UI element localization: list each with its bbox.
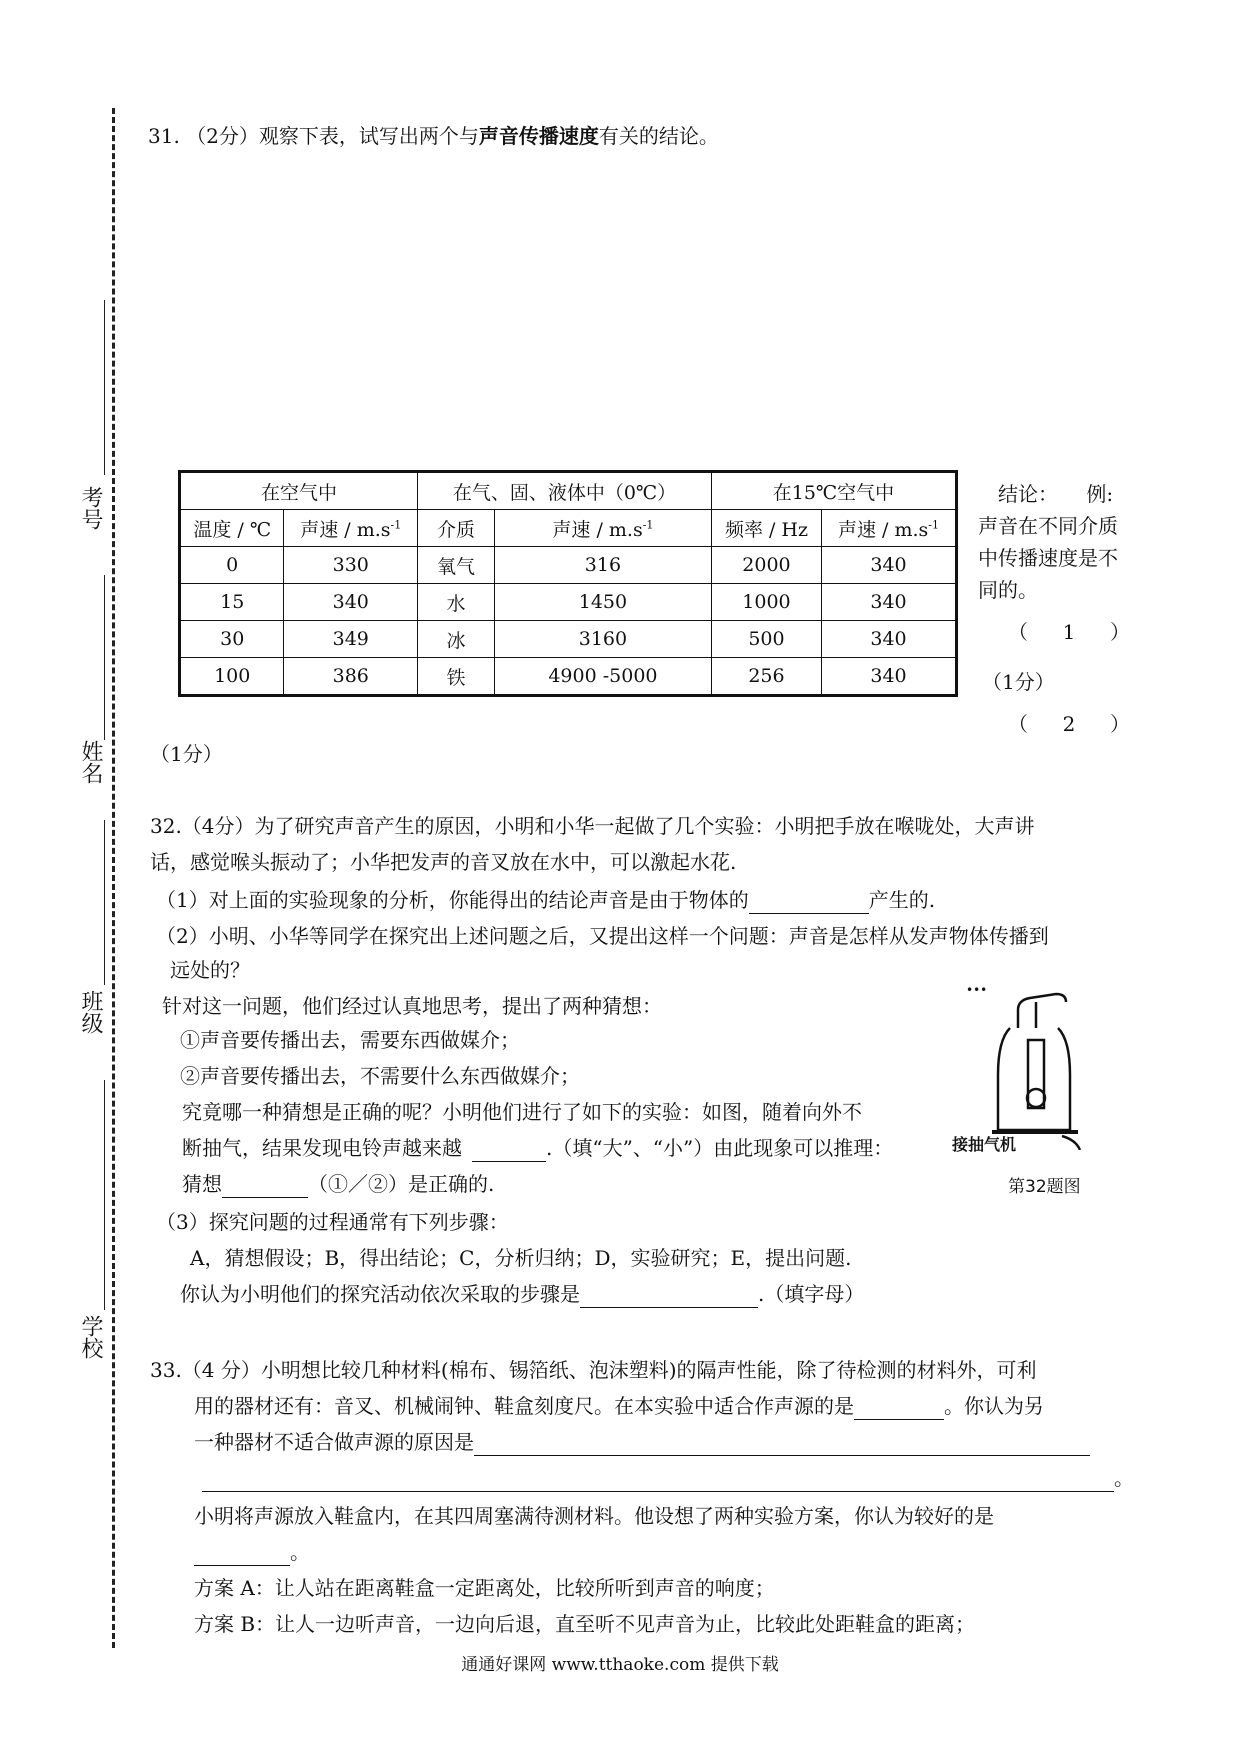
paren-close: ）	[1110, 712, 1130, 736]
suspended-bell	[1028, 1040, 1044, 1108]
table-cell: 316	[494, 547, 711, 584]
xuexiao-fill-line	[104, 1080, 105, 1310]
q32-ask	[180, 1280, 864, 1308]
answer-blank[interactable]	[202, 1469, 1114, 1492]
table-cell: 340	[822, 584, 957, 621]
conclusion-header	[998, 480, 1113, 508]
q32-ask-suffix: .（填字母）	[758, 1282, 865, 1306]
q31-number: 31.	[148, 124, 180, 148]
table-cell: 30	[180, 621, 284, 658]
table-row	[180, 584, 957, 621]
item-2-number: 2	[1062, 712, 1076, 736]
q32-prompt-line-2: 话，感觉喉头振动了；小华把发声的音叉放在水中，可以激起水花.	[150, 850, 737, 874]
q33-l4-end: 。	[1114, 1466, 1134, 1490]
figure-caption: 第32题图	[1008, 1177, 1081, 1197]
unit-superscript: -1	[642, 518, 654, 532]
banji-label	[76, 990, 102, 1042]
kaohao-fill-line	[104, 300, 105, 475]
conclusion-line: 中传播速度是不	[978, 546, 1118, 570]
air-hose	[1062, 1136, 1080, 1150]
table-cell: 386	[284, 658, 418, 696]
col-header-medium	[418, 510, 495, 547]
svg-text:•••: •••	[966, 983, 988, 997]
q33-prompt-line-6	[194, 1538, 310, 1566]
table-group-header-row	[180, 472, 957, 510]
table-cell: 256	[711, 658, 821, 696]
table-cell: 0	[180, 547, 284, 584]
q33-l2-text: 用的器材还有：音叉、机械闹钟、鞋盒刻度尺。在本实验中适合作声源的是	[194, 1394, 854, 1418]
q33-prompt-line-2	[194, 1392, 1044, 1420]
answer-blank[interactable]	[474, 1433, 1090, 1456]
q33-l6-end: 。	[290, 1540, 310, 1564]
table-cell: 15	[180, 584, 284, 621]
q32-e3-text: 猜想	[182, 1172, 222, 1196]
q33-plan-a: 方案 A：让人站在距离鞋盒一定距离处，比较所听到声音的响度；	[194, 1576, 775, 1600]
q31-prompt	[148, 122, 719, 150]
bell-jar-outline	[998, 1028, 1070, 1130]
table-cell: 100	[180, 658, 284, 696]
bell-dome	[1027, 1089, 1045, 1107]
table-cell: 1450	[494, 584, 711, 621]
table-column-header-row	[180, 510, 957, 547]
table-row	[180, 658, 957, 696]
col-header-freq-text: 频率 / Hz	[724, 518, 808, 541]
table-cell: 340	[822, 547, 957, 584]
paren-open: （	[1008, 712, 1028, 736]
conclusion-example-label: 例:	[1086, 482, 1114, 506]
q32-e2-suffix: .（填“大”、“小”）由此现象可以推理：	[546, 1136, 894, 1160]
q32-part-2-line-2: 远处的？	[170, 958, 250, 982]
q31-score: （2分）	[186, 124, 259, 148]
col-header-medium-text: 介质	[436, 518, 475, 541]
table-cell: 330	[284, 547, 418, 584]
conclusion-item-1	[1008, 618, 1130, 646]
jar-neck	[1018, 994, 1066, 1028]
col-header-speed-3-text: 声速 / m.s	[838, 518, 929, 541]
xuexiao-label	[76, 1315, 102, 1367]
q32-p1-suffix: 产生的.	[868, 888, 936, 912]
conclusion-line: 同的。	[978, 578, 1038, 602]
sound-speed-table	[178, 470, 958, 697]
xingming-text: 姓名	[78, 740, 103, 784]
banji-fill-line	[104, 820, 105, 985]
item-2-score: （1分）	[150, 742, 223, 766]
col-header-speed-2-text: 声速 / m.s	[552, 518, 643, 541]
answer-blank[interactable]	[472, 1139, 546, 1162]
q32-part-1	[156, 886, 935, 914]
answer-blank[interactable]	[749, 891, 869, 914]
table-cell: 340	[822, 658, 957, 696]
answer-blank[interactable]	[194, 1543, 290, 1566]
q33-l2-suffix: 。你认为另	[944, 1394, 1044, 1418]
paren-close: ）	[1110, 620, 1130, 644]
q31-prefix: 观察下表，试写出两个与	[258, 124, 479, 148]
unit-superscript: -1	[928, 518, 940, 532]
q31-bold-text: 声音传播速度	[478, 124, 599, 148]
answer-blank[interactable]	[854, 1397, 944, 1420]
q32-e3-suffix: （①／②）是正确的.	[308, 1172, 495, 1196]
q32-part-3: （3）探究问题的过程通常有下列步骤：	[156, 1210, 509, 1234]
kaohao-label	[76, 486, 102, 538]
bell-jar-figure	[958, 980, 1098, 1150]
table-cell: 冰	[418, 621, 495, 658]
answer-blank[interactable]	[222, 1175, 308, 1198]
table-row	[180, 547, 957, 584]
table-cell: 340	[822, 621, 957, 658]
table-cell: 2000	[711, 547, 821, 584]
group-header-media: 在气、固、液体中（0℃）	[418, 472, 712, 510]
q32-prompt-line-1: 32.（4分）为了研究声音产生的原因，小明和小华一起做了几个实验：小明把手放在喉咙处，大声讲	[150, 814, 1035, 838]
conclusion-item-2	[1008, 710, 1130, 738]
q32-ask-text: 你认为小明他们的探究活动依次采取的步骤是	[180, 1282, 580, 1306]
table-cell: 铁	[418, 658, 495, 696]
item-1-score: （1分）	[982, 670, 1055, 694]
group-header-15c: 在15℃空气中	[711, 472, 956, 510]
paren-open: （	[1008, 620, 1028, 644]
col-header-temp	[180, 510, 284, 547]
q32-steps: A，猜想假设；B，得出结论；C，分析归纳；D，实验研究；E，提出问题.	[190, 1246, 852, 1270]
table-cell: 500	[711, 621, 821, 658]
conclusion-head-text: 结论：	[998, 482, 1058, 506]
conclusion-line: 声音在不同介质	[978, 514, 1118, 538]
col-header-speed-1-text: 声速 / m.s	[300, 518, 391, 541]
item-1-number: 1	[1062, 620, 1076, 644]
col-header-speed-2	[494, 510, 711, 547]
table-cell: 349	[284, 621, 418, 658]
xingming-fill-line	[104, 575, 105, 740]
q31-suffix: 有关的结论。	[598, 124, 719, 148]
q32-experiment-line-2	[182, 1134, 893, 1162]
table-cell: 4900 -5000	[494, 658, 711, 696]
banji-text: 班级	[78, 990, 103, 1034]
xingming-label	[76, 740, 102, 792]
q33-plan-b: 方案 B：让人一边听声音，一边向后退，直至听不见声音为止，比较此处距鞋盒的距离；	[194, 1612, 976, 1636]
q33-l3-text: 一种器材不适合做声源的原因是	[194, 1430, 474, 1454]
q33-prompt-line-1: 33.（4 分）小明想比较几种材料(棉布、锡箔纸、泡沫塑料)的隔声性能，除了待检测的材料外，可利	[150, 1358, 1037, 1382]
table-row	[180, 621, 957, 658]
answer-blank[interactable]	[580, 1285, 758, 1308]
table-cell: 340	[284, 584, 418, 621]
col-header-speed-3	[822, 510, 957, 547]
table-cell: 1000	[711, 584, 821, 621]
q32-experiment-line-3	[182, 1170, 494, 1198]
q32-p1-text: （1）对上面的实验现象的分析，你能得出的结论声音是由于物体的	[156, 888, 749, 912]
group-header-air: 在空气中	[180, 472, 418, 510]
q33-prompt-line-4	[202, 1464, 1134, 1492]
q33-prompt-line-3	[194, 1428, 1090, 1456]
q32-part-2-line-1: （2）小明、小华等同学在探究出上述问题之后，又提出这样一个问题：声音是怎样从发声物体传播到	[156, 924, 1049, 948]
col-header-freq	[711, 510, 821, 547]
col-header-temp-text: 温度 / ℃	[193, 518, 272, 541]
q32-part-2-line-3: 针对这一问题，他们经过认真地思考，提出了两种猜想：	[162, 994, 662, 1018]
col-header-speed-1	[284, 510, 418, 547]
figure-pump-label: 接抽气机	[952, 1135, 1017, 1154]
q32-guess-1: ①声音要传播出去，需要东西做媒介；	[180, 1028, 520, 1052]
q33-prompt-line-5: 小明将声源放入鞋盒内，在其四周塞满待测材料。他设想了两种实验方案，你认为较好的是	[194, 1504, 994, 1528]
q32-experiment-line-1: 究竟哪一种猜想是正确的呢？小明他们进行了如下的实验：如图，随着向外不	[182, 1100, 862, 1124]
page-footer: 通通好课网 www.tthaoke.com 提供下载	[461, 1655, 779, 1675]
binding-dashed-line	[112, 108, 115, 1648]
q32-guess-2: ②声音要传播出去，不需要什么东西做媒介；	[180, 1064, 580, 1088]
xuexiao-text: 学校	[78, 1315, 103, 1359]
unit-superscript: -1	[390, 518, 402, 532]
table-cell: 水	[418, 584, 495, 621]
kaohao-text: 考号	[78, 486, 103, 530]
q32-e2-text: 断抽气，结果发现电铃声越来越	[182, 1136, 462, 1160]
table-cell: 3160	[494, 621, 711, 658]
table-cell: 氧气	[418, 547, 495, 584]
